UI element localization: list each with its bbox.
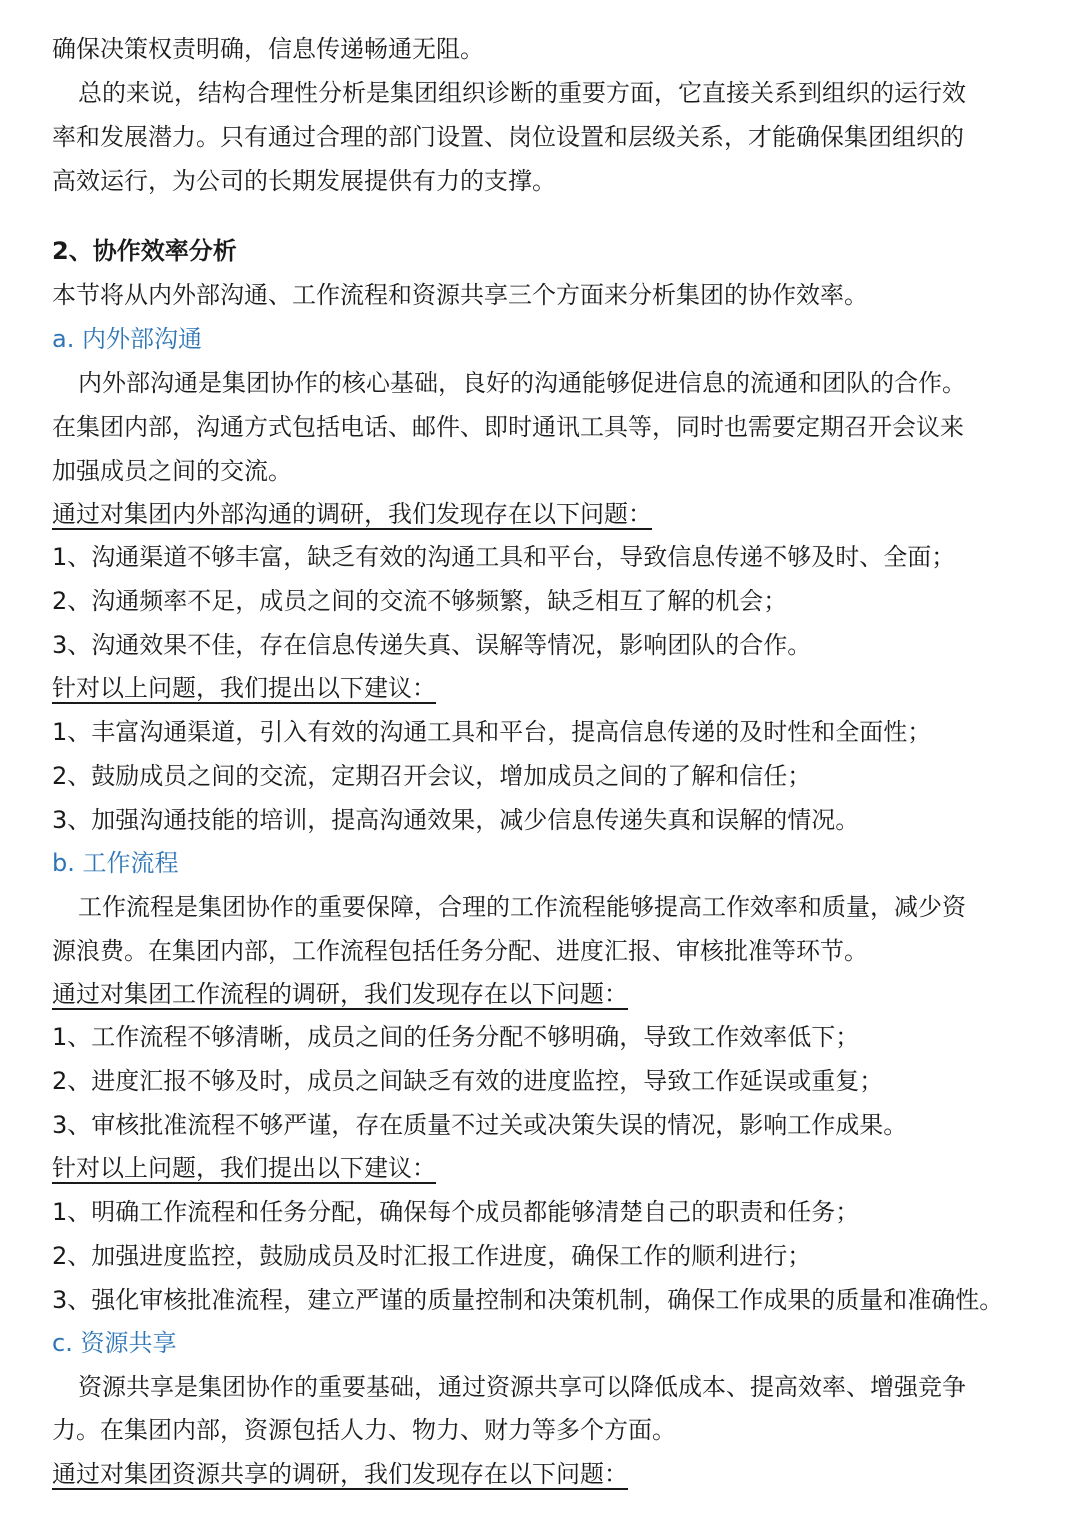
subheading-workflow: b. 工作流程 [52, 849, 179, 877]
suggestions-title: 针对以上问题，我们提出以下建议： [52, 674, 436, 702]
subheading-resource-sharing: c. 资源共享 [52, 1329, 177, 1357]
problems-title: 通过对集团内外部沟通的调研，我们发现存在以下问题： [52, 500, 652, 528]
list-item: 2、鼓励成员之间的交流，定期召开会议，增加成员之间的了解和信任； [52, 762, 812, 790]
list-item: 3、强化审核批准流程，建立严谨的质量控制和决策机制，确保工作成果的质量和准确性。 [52, 1286, 1004, 1314]
list-item: 3、沟通效果不佳，存在信息传递失真、误解等情况，影响团队的合作。 [52, 631, 812, 659]
section-heading: 2、协作效率分析 [52, 237, 237, 265]
paragraph-line: 工作流程是集团协作的重要保障，合理的工作流程能够提高工作效率和质量，减少资 [78, 893, 966, 921]
list-item: 1、明确工作流程和任务分配，确保每个成员都能够清楚自己的职责和任务； [52, 1198, 860, 1226]
paragraph-line: 加强成员之间的交流。 [52, 457, 292, 485]
paragraph-line: 率和发展潜力。只有通过合理的部门设置、岗位设置和层级关系，才能确保集团组织的 [52, 123, 964, 151]
paragraph-line: 在集团内部，沟通方式包括电话、邮件、即时通讯工具等，同时也需要定期召开会议来 [52, 413, 964, 441]
subheading-communication: a. 内外部沟通 [52, 325, 202, 353]
paragraph-line: 资源共享是集团协作的重要基础，通过资源共享可以降低成本、提高效率、增强竞争 [78, 1373, 966, 1401]
paragraph-line: 确保决策权责明确，信息传递畅通无阻。 [52, 35, 484, 63]
list-item: 3、审核批准流程不够严谨，存在质量不过关或决策失误的情况，影响工作成果。 [52, 1111, 908, 1139]
paragraph-line: 高效运行，为公司的长期发展提供有力的支撑。 [52, 167, 556, 195]
list-item: 1、沟通渠道不够丰富，缺乏有效的沟通工具和平台，导致信息传递不够及时、全面； [52, 543, 956, 571]
list-item: 1、丰富沟通渠道，引入有效的沟通工具和平台，提高信息传递的及时性和全面性； [52, 718, 932, 746]
list-item: 2、沟通频率不足，成员之间的交流不够频繁，缺乏相互了解的机会； [52, 587, 788, 615]
paragraph-line: 力。在集团内部，资源包括人力、物力、财力等多个方面。 [52, 1416, 676, 1444]
list-item: 2、加强进度监控，鼓励成员及时汇报工作进度，确保工作的顺利进行； [52, 1242, 812, 1270]
paragraph-line: 总的来说，结构合理性分析是集团组织诊断的重要方面，它直接关系到组织的运行效 [78, 79, 966, 107]
list-item: 3、加强沟通技能的培训，提高沟通效果，减少信息传递失真和误解的情况。 [52, 806, 860, 834]
suggestions-title: 针对以上问题，我们提出以下建议： [52, 1154, 436, 1182]
section-intro: 本节将从内外部沟通、工作流程和资源共享三个方面来分析集团的协作效率。 [52, 281, 868, 309]
paragraph-line: 内外部沟通是集团协作的核心基础，良好的沟通能够促进信息的流通和团队的合作。 [78, 369, 966, 397]
problems-title: 通过对集团工作流程的调研，我们发现存在以下问题： [52, 980, 628, 1008]
list-item: 2、进度汇报不够及时，成员之间缺乏有效的进度监控，导致工作延误或重复； [52, 1067, 884, 1095]
list-item: 1、工作流程不够清晰，成员之间的任务分配不够明确，导致工作效率低下； [52, 1023, 860, 1051]
problems-title: 通过对集团资源共享的调研，我们发现存在以下问题： [52, 1460, 628, 1488]
paragraph-line: 源浪费。在集团内部，工作流程包括任务分配、进度汇报、审核批准等环节。 [52, 937, 868, 965]
